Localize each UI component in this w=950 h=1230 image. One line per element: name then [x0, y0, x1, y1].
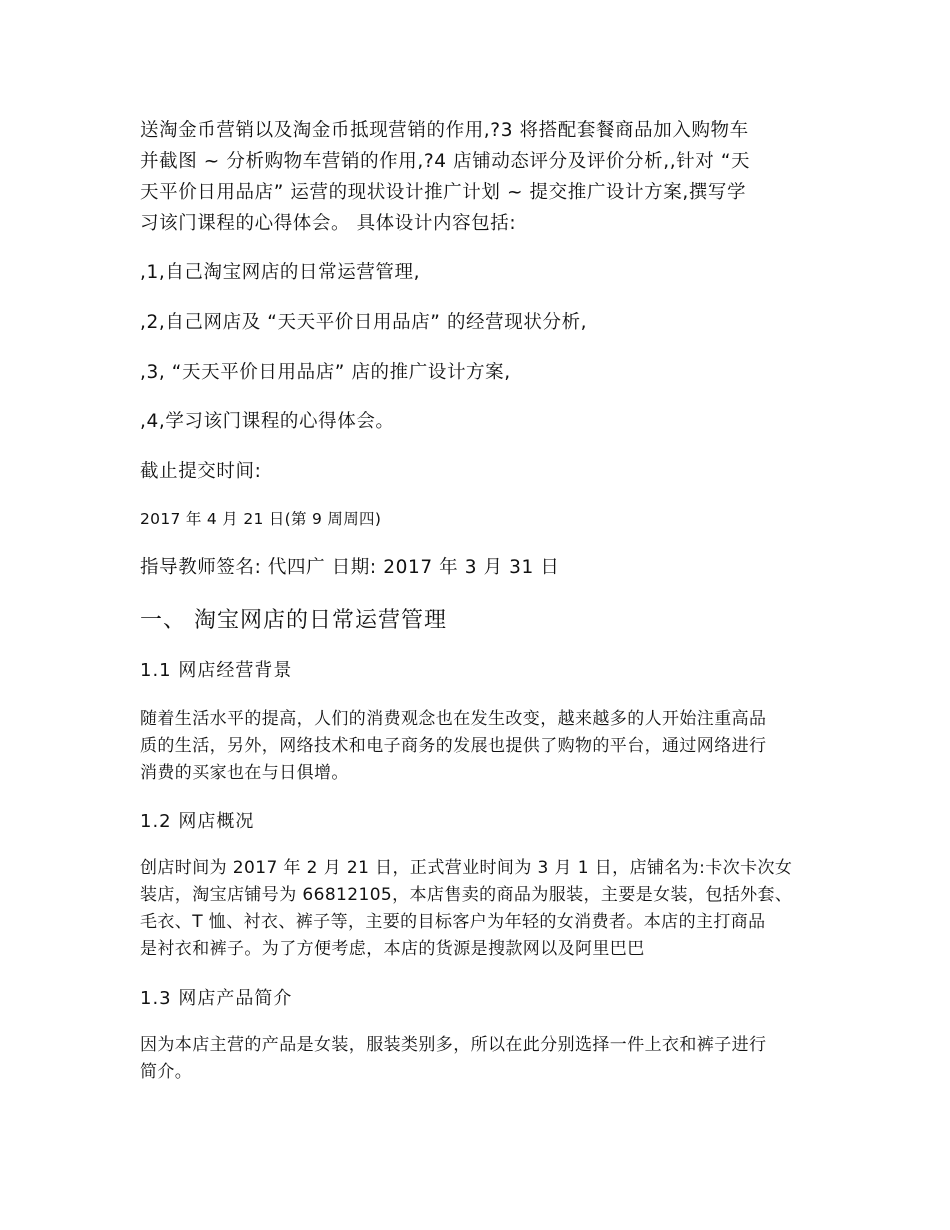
- list-item-1: ,1,自己淘宝网店的日常运营管理,: [140, 262, 421, 283]
- list-item-3: ,3, “天天平价日用品店” 店的推广设计方案,: [140, 362, 511, 383]
- subsection-1-1-heading: 1.1 网店经营背景: [140, 660, 293, 681]
- paragraph-1-2-line-3: 毛衣、T 恤、衬衣、裤子等，主要的目标客户为年轻的女消费者。本店的主打商品: [140, 912, 766, 932]
- section-1-heading: 一、 淘宝网店的日常运营管理: [140, 608, 447, 633]
- list-item-2: ,2,自己网店及 “天天平价日用品店” 的经营现状分析,: [140, 312, 588, 333]
- paragraph-1-2-line-4: 是衬衣和裤子。为了方便考虑，本店的货源是搜款网以及阿里巴巴: [140, 939, 645, 959]
- intro-line-1: 送淘金币营销以及淘金币抵现营销的作用,?3 将搭配套餐商品加入购物车: [140, 120, 749, 141]
- paragraph-1-1-line-2: 质的生活，另外，网络技术和电子商务的发展也提供了购物的平台，通过网络进行: [140, 736, 767, 756]
- signature-line: 指导教师签名: 代四广 日期: 2017 年 3 月 31 日: [140, 557, 560, 578]
- intro-line-2: 并截图 ~ 分析购物车营销的作用,?4 店铺动态评分及评价分析,,针对 “天: [140, 151, 751, 172]
- paragraph-1-1-line-1: 随着生活水平的提高，人们的消费观念也在发生改变，越来越多的人开始注重高品: [140, 709, 767, 729]
- subsection-1-2-heading: 1.2 网店概况: [140, 811, 255, 832]
- intro-line-3: 天平价日用品店” 运营的现状设计推广计划 ~ 提交推广设计方案,撰写学: [140, 182, 747, 203]
- list-item-4: ,4,学习该门课程的心得体会。: [140, 411, 395, 432]
- paragraph-1-1-line-3: 消费的买家也在与日俱增。: [140, 763, 349, 783]
- deadline-label: 截止提交时间:: [140, 461, 262, 482]
- intro-line-4: 习该门课程的心得体会。 具体设计内容包括:: [140, 213, 517, 234]
- subsection-1-3-heading: 1.3 网店产品简介: [140, 988, 293, 1009]
- paragraph-1-3-line-2: 简介。: [140, 1062, 193, 1082]
- paragraph-1-2-line-2: 装店，淘宝店铺号为 66812105，本店售卖的商品为服装，主要是女装，包括外套、: [140, 885, 793, 905]
- deadline-date: 2017 年 4 月 21 日(第 9 周周四): [140, 510, 382, 528]
- paragraph-1-2-line-1: 创店时间为 2017 年 2 月 21 日，正式营业时间为 3 月 1 日，店铺名为:卡次卡次女: [140, 858, 793, 878]
- paragraph-1-3-line-1: 因为本店主营的产品是女装，服装类别多，所以在此分别选择一件上衣和裤子进行: [140, 1035, 767, 1055]
